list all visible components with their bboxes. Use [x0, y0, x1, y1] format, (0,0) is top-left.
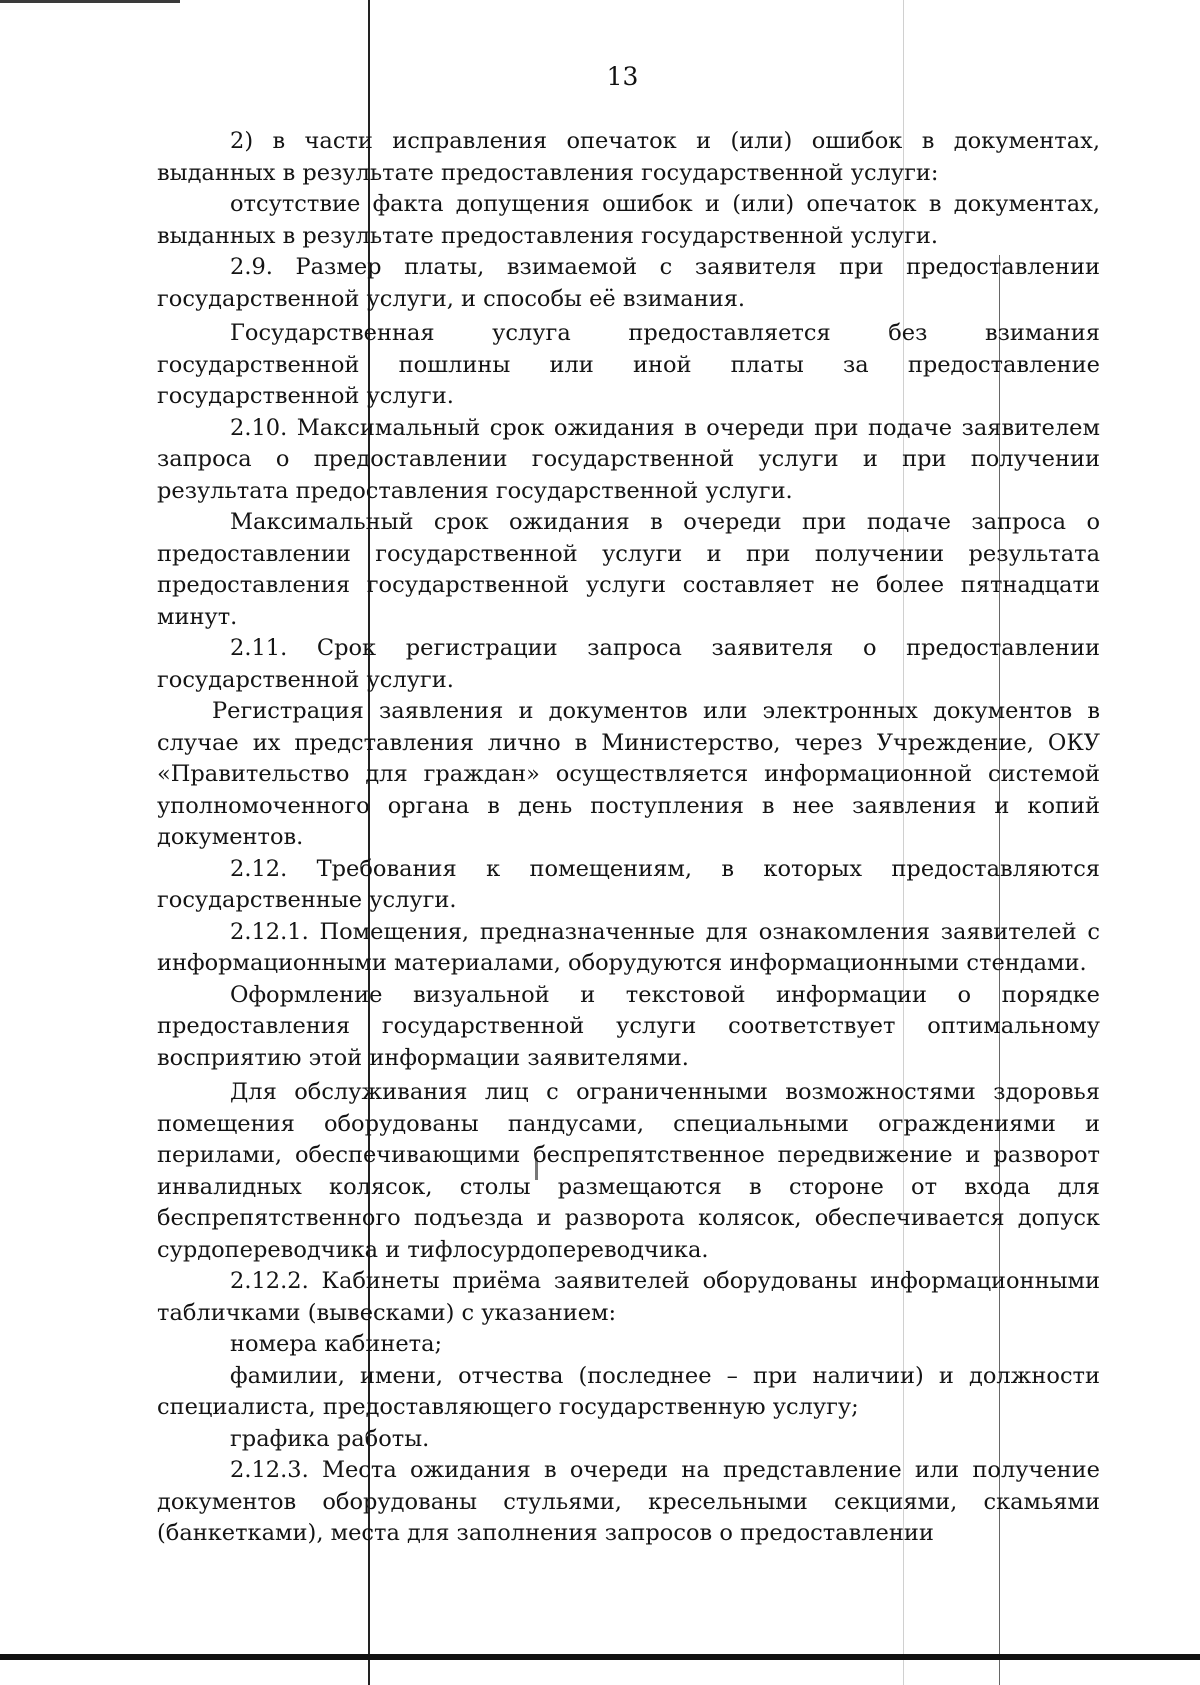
paragraph: 2.12.1. Помещения, предназначенные для ознакомления заявителей с информационными материалами, оборудуются информационными стендами. — [157, 918, 1100, 976]
paragraph: 2.9. Размер платы, взимаемой с заявителя при предоставлении государственной услуги, и способы её взимания. — [157, 254, 1100, 312]
paragraph: 2.12.3. Места ожидания в очереди на представление или получение документов оборудованы стульями, кресельными секциями, скамьями (банкетками), места для заполнения запросов о предоставлении — [157, 1457, 1100, 1546]
paragraph: Максимальный срок ожидания в очереди при подаче запроса о предоставлении государственной услуги и при получении результата предоставления государственной услуги составляет не более пятнадцати минут. — [157, 509, 1100, 630]
scan-edge-mark — [0, 0, 180, 3]
page-number: 13 — [606, 62, 639, 91]
paragraph: Для обслуживания лиц с ограниченными возможностями здоровья помещения оборудованы пандусами, специальными ограждениями и перилами, обеспечивающими беспрепятственное передвижение и разворот инвалидных колясок, столы размещаются в стороне от входа для беспрепятственного подъезда и разворота колясок, обеспечивается допуск сурдопереводчика и тифлосурдопереводчика. — [157, 1079, 1100, 1263]
list-item: графика работы. — [230, 1425, 430, 1452]
paragraph: Государственная услуга предоставляется без взимания государственной пошлины или иной платы за предоставление государственной услуги. — [157, 320, 1100, 409]
paragraph: Регистрация заявления и документов или электронных документов в случае их представления лично в Министерство, через Учреждение, ОКУ «Правительство для граждан» осуществляется информационной системой уполномоченного органа в день поступления в нее заявления и копий документов. — [157, 698, 1100, 850]
list-item: номера кабинета; — [230, 1331, 443, 1357]
document-body — [157, 126, 1100, 1550]
paragraph: 2.12. Требования к помещениям, в которых предоставляются государственные услуги. — [157, 855, 1100, 913]
paragraph: 2) в части исправления опечаток и (или) ошибок в документах, выданных в результате предоставления государственной услуги: — [157, 128, 1100, 186]
paragraph: 2.12.2. Кабинеты приёма заявителей оборудованы информационными табличками (вывесками) с указанием: — [157, 1268, 1100, 1326]
scan-bottom-edge — [0, 1654, 1200, 1660]
paragraph: 2.11. Срок регистрации запроса заявителя о предоставлении государственной услуги. — [157, 635, 1100, 693]
list-item: фамилии, имени, отчества (последнее – при наличии) и должности специалиста, предоставляющего государственную услугу; — [157, 1362, 1100, 1420]
paragraph: Оформление визуальной и текстовой информации о порядке предоставления государственной услуги соответствует оптимальному восприятию этой информации заявителями. — [157, 981, 1100, 1071]
paragraph: отсутствие факта допущения ошибок и (или) опечаток в документах, выданных в результате предоставления государственной услуги. — [157, 191, 1100, 249]
paragraph: 2.10. Максимальный срок ожидания в очереди при подаче заявителем запроса о предоставлении государственной услуги и при получении результата предоставления государственной услуги. — [157, 414, 1100, 504]
